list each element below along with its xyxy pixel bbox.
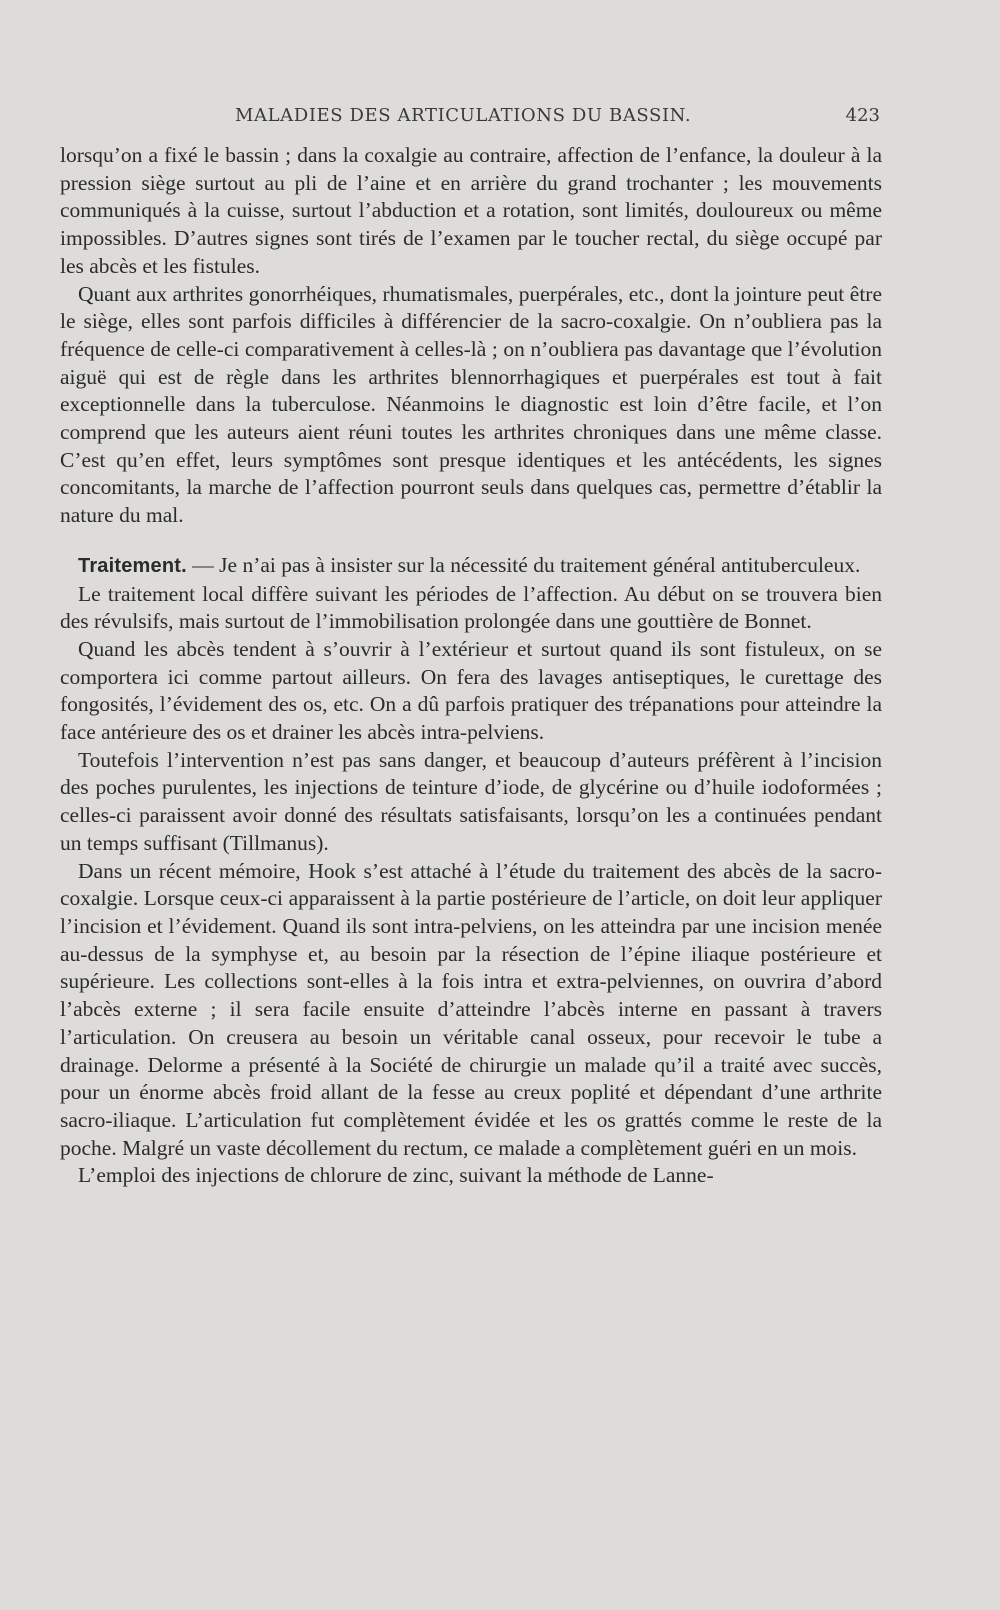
paragraph-6: Toutefois l’intervention n’est pas sans danger, et beaucoup d’auteurs préfèrent à l’incision des poches purulentes, les injections de teinture d’iode, de glycérine ou d’huile iodoformées ; celles-ci paraissent avoir donné des résultats satisfaisants, lorsqu’on les a continuées pendant un temps suffisant (Tillmanus). <box>60 747 882 855</box>
paragraph-5: Quand les abcès tendent à s’ouvrir à l’extérieur et surtout quand ils sont fistuleux, on se comportera ici comme partout ailleurs. On fera des lavages antiseptiques, le curettage des fongosités, l’évidement des os, etc. On a dû parfois pratiquer des trépanations pour atteindre la face antérieure des os et drainer les abcès intra-pelviens. <box>60 636 882 745</box>
paragraph-8: L’emploi des injections de chlorure de zinc, suivant la méthode de Lanne- <box>78 1163 714 1188</box>
paragraph-2: Quant aux arthrites gonorrhéiques, rhumatismales, puerpérales, etc., dont la jointure peut être le siège, elles sont parfois difficiles à différencier de la sacro-coxalgie. On n’oubliera pas la fréquence de celle-ci comparativement à celles-là ; on n’oubliera pas davantage que l’évolution aiguë qui est de règle dans les arthrites blennorrhagiques et puerpérales est tout à fait exceptionnelle dans la tuberculose. Néanmoins le diagnostic est loin d’être facile, et l’on comprend que les auteurs aient réuni toutes les arthrites chroniques dans une même classe. C’est qu’en effet, leurs symptômes sont presque identiques et les antécédents, les signes concomitants, la marche de l’affection pourront seuls dans quelques cas, permettre d’établir la nature du mal. <box>60 281 882 528</box>
paragraph-3-text: — Je n’ai pas à insister sur la nécessité du traitement général antituberculeux. <box>186 552 861 577</box>
paragraph-7: Dans un récent mémoire, Hook s’est attaché à l’étude du traitement des abcès de la sacro-coxalgie. Lorsque ceux-ci apparaissent à la partie postérieure de l’article, on doit leur appliquer l’incision et l’évidement. Quand ils sont intra-pelviens, on les atteindra par une incision menée au-dessus de la symphyse et, au besoin par la résection de l’épine iliaque postérieure et supérieure. Les collections sont-elles à la fois intra et extra-pelviennes, on ouvrira d’abord l’abcès externe ; il sera facile ensuite d’atteindre l’abcès interne en passant à travers l’articulation. On creusera au besoin un véritable canal osseux, pour recevoir le tube a drainage. Delorme a présenté à la Société de chirurgie un malade qu’il a traité avec succès, pour un énorme abcès froid allant de la fesse au creux poplité et dépendant d’une arthrite sacro-iliaque. L’articulation fut complètement évidée et les os grattés comme le reste de la poche. Malgré un vaste décollement du rectum, ce malade a complètement guéri en un mois. <box>60 858 882 1160</box>
paragraph-1: lorsqu’on a fixé le bassin ; dans la coxalgie au contraire, affection de l’enfance, la douleur à la pression siège surtout au pli de l’aine et en arrière du grand trochanter ; les mouvements communiqués à la cuisse, surtout l’abduction et a rotation, sont limités, douloureux ou même impossibles. D’autres signes sont tirés de l’examen par le toucher rectal, du siège occupé par les abcès et les fistules. <box>60 143 882 278</box>
page-number: 423 <box>845 105 880 126</box>
running-title: MALADIES DES ARTICULATIONS DU BASSIN. <box>235 105 692 126</box>
page-body <box>60 142 882 1190</box>
section-gap <box>60 530 882 552</box>
paragraph-traitement <box>60 552 882 581</box>
page-header <box>60 105 880 135</box>
section-title: Traitement. <box>78 554 187 577</box>
paragraph-4: Le traitement local diffère suivant les périodes de l’affection. Au début on se trouvera bien des révulsifs, mais surtout de l’immobilisation prolongée dans une gouttière de Bonnet. <box>60 581 882 634</box>
